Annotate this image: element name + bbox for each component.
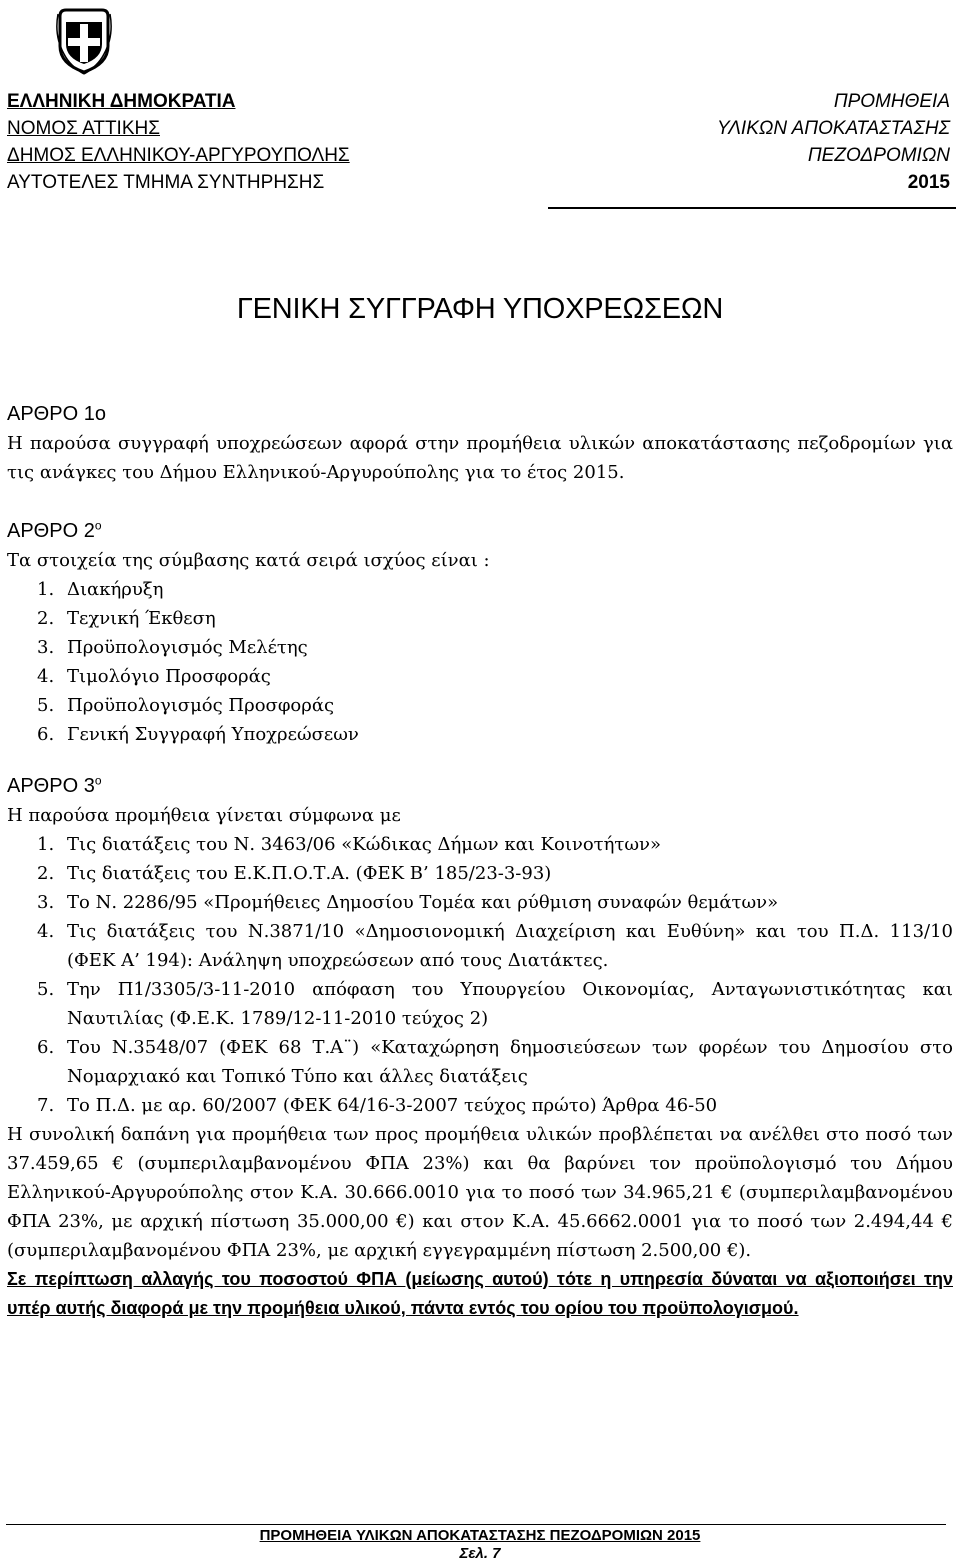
issuer-line-3: ΔΗΜΟΣ ΕΛΛΗΝΙΚΟΥ-ΑΡΓΥΡΟΥΠΟΛΗΣ — [7, 145, 350, 166]
issuer-line-2: ΝΟΜΟΣ ΑΤΤΙΚΗΣ — [7, 118, 160, 139]
legal-framework-list — [7, 830, 953, 1120]
list-item-number: 6. — [37, 1037, 55, 1058]
list-item-number: 3. — [37, 637, 55, 658]
list-item-text: Τεχνική Έκθεση — [67, 608, 216, 629]
vat-change-note: Σε περίπτωση αλλαγής του ποσοστού ΦΠΑ (μείωσης αυτού) τότε η υπηρεσία δύναται να αξιοποιήσει την υπέρ αυτής διαφορά με την προμήθεια υλικού, πάντα εντός του ορίου του προϋπολογισμού. — [7, 1269, 953, 1318]
list-item — [7, 720, 953, 749]
page-footer — [0, 1527, 960, 1563]
project-block — [717, 88, 950, 196]
list-item-number: 3. — [37, 892, 55, 913]
greek-emblem-icon — [54, 6, 114, 76]
list-item-text: Τις διατάξεις του Ν. 3463/06 «Κώδικας Δήμων και Κοινοτήτων» — [67, 834, 661, 855]
project-line-2: ΥΛΙΚΩΝ ΑΠΟΚΑΤΑΣΤΑΣΗΣ — [717, 118, 950, 139]
list-item — [7, 575, 953, 604]
list-item-number: 1. — [37, 834, 55, 855]
footer-rule — [6, 1524, 946, 1525]
document-body — [7, 400, 953, 1323]
list-item-text: Του Ν.3548/07 (ΦΕΚ 68 Τ.Α¨) «Καταχώρηση δημοσιεύσεων των φορέων του Δημοσίου στο Νομαρχιακό και Τοπικό Τύπο και άλλες διατάξεις — [67, 1037, 953, 1087]
list-item — [7, 975, 953, 1033]
document-title: ΓΕΝΙΚΗ ΣΥΓΓΡΑΦΗ ΥΠΟΧΡΕΩΣΕΩΝ — [236, 293, 724, 325]
list-item-number: 2. — [37, 608, 55, 629]
list-item-text: Τις διατάξεις του Ν.3871/10 «Δημοσιονομική Διαχείριση και Ευθύνη» και του Π.Δ. 113/10 (ΦΕΚ Α’ 194): Ανάληψη υποχρεώσεων από τους Διατάκτες. — [67, 921, 953, 971]
list-item-text: Το Π.Δ. με αρ. 60/2007 (ΦΕΚ 64/16-3-2007 τεύχος πρώτο) Άρθρα 46-50 — [67, 1095, 718, 1116]
project-year: 2015 — [907, 172, 950, 193]
list-item — [7, 1033, 953, 1091]
total-cost-paragraph: Η συνολική δαπάνη για προμήθεια των προς προμήθεια υλικών προβλέπεται να ανέλθει στο ποσό των 37.459,65 € (συμπεριλαμβανομένου ΦΠΑ 23%) και θα βαρύνει τον προϋπολογισμό του Δήμου Ελληνικού-Αργυρούπολης στον Κ.Α. 30.666.0010 για το ποσό των 34.965,21 € (συμπεριλαμβανομένου ΦΠΑ 23%, με αρχική πίστωση 35.000,00 €) και στον Κ.Α. 45.6662.0001 για το ποσό των 2.494,44 € (συμπεριλαμβανομένου ΦΠΑ 23%, με αρχική εγγεγραμμένη πίστωση 2.500,00 €). — [7, 1124, 953, 1261]
issuer-line-4: ΑΥΤΟΤΕΛΕΣ ΤΜΗΜΑ ΣΥΝΤΗΡΗΣΗΣ — [7, 172, 325, 193]
article-3-intro: Η παρούσα προμήθεια γίνεται σύμφωνα με — [7, 805, 401, 826]
article-3-heading-text: ΑΡΘΡΟ 3 — [7, 775, 95, 797]
list-item-number: 1. — [37, 579, 55, 600]
list-item-text: Γενική Συγγραφή Υποχρεώσεων — [67, 724, 359, 745]
article-3-heading-sup: ο — [94, 773, 102, 788]
article-1-heading: ΑΡΘΡΟ 1ο — [7, 403, 106, 425]
list-item-number: 5. — [37, 695, 55, 716]
issuer-block — [7, 88, 350, 196]
list-item-text: Προϋπολογισμός Μελέτης — [67, 637, 308, 658]
list-item — [7, 633, 953, 662]
list-item — [7, 917, 953, 975]
page-number: Σελ. 7 — [459, 1545, 501, 1562]
list-item — [7, 888, 953, 917]
list-item-text: Το Ν. 2286/95 «Προμήθειες Δημοσίου Τομέα και ρύθμιση συναφών θεμάτων» — [67, 892, 779, 913]
list-item-number: 2. — [37, 863, 55, 884]
contract-documents-list — [7, 575, 953, 749]
project-line-3: ΠΕΖΟΔΡΟΜΙΩΝ — [807, 145, 950, 166]
list-item — [7, 662, 953, 691]
article-2-intro: Τα στοιχεία της σύμβασης κατά σειρά ισχύος είναι : — [7, 550, 490, 571]
article-2-heading-text: ΑΡΘΡΟ 2 — [7, 520, 95, 542]
issuer-line-1: ΕΛΛΗΝΙΚΗ ΔΗΜΟΚΡΑΤΙΑ — [7, 91, 236, 112]
list-item-number: 5. — [37, 979, 55, 1000]
list-item-text: Την Π1/3305/3-11-2010 απόφαση του Υπουργείου Οικονομίας, Ανταγωνιστικότητας και Ναυτιλίας (Φ.Ε.Κ. 1789/12-11-2010 τεύχος 2) — [67, 979, 953, 1029]
list-item — [7, 1091, 953, 1120]
list-item-text: Τιμολόγιο Προσφοράς — [67, 666, 271, 687]
list-item — [7, 830, 953, 859]
project-line-1: ΠΡΟΜΗΘΕΙΑ — [833, 91, 950, 112]
list-item-number: 4. — [37, 666, 55, 687]
header-rule — [548, 207, 956, 209]
list-item-number: 6. — [37, 724, 55, 745]
list-item-number: 4. — [37, 921, 55, 942]
footer-title: ΠΡΟΜΗΘΕΙΑ ΥΛΙΚΩΝ ΑΠΟΚΑΤΑΣΤΑΣΗΣ ΠΕΖΟΔΡΟΜΙΩΝ 2015 — [259, 1527, 701, 1544]
list-item — [7, 859, 953, 888]
article-2-heading-sup: ο — [94, 518, 102, 533]
list-item — [7, 604, 953, 633]
list-item-number: 7. — [37, 1095, 55, 1116]
article-1-text: Η παρούσα συγγραφή υποχρεώσεων αφορά στην προμήθεια υλικών αποκατάστασης πεζοδρομίων για τις ανάγκες του Δήμου Ελληνικού-Αργυρούπολης για το έτος 2015. — [7, 433, 953, 483]
list-item-text: Προϋπολογισμός Προσφοράς — [67, 695, 335, 716]
list-item — [7, 691, 953, 720]
article-2-heading — [7, 517, 953, 546]
list-item-text: Διακήρυξη — [67, 579, 164, 600]
list-item-text: Τις διατάξεις του Ε.Κ.Π.Ο.Τ.Α. (ΦΕΚ Β’ 185/23-3-93) — [67, 863, 552, 884]
article-3-heading — [7, 772, 953, 801]
